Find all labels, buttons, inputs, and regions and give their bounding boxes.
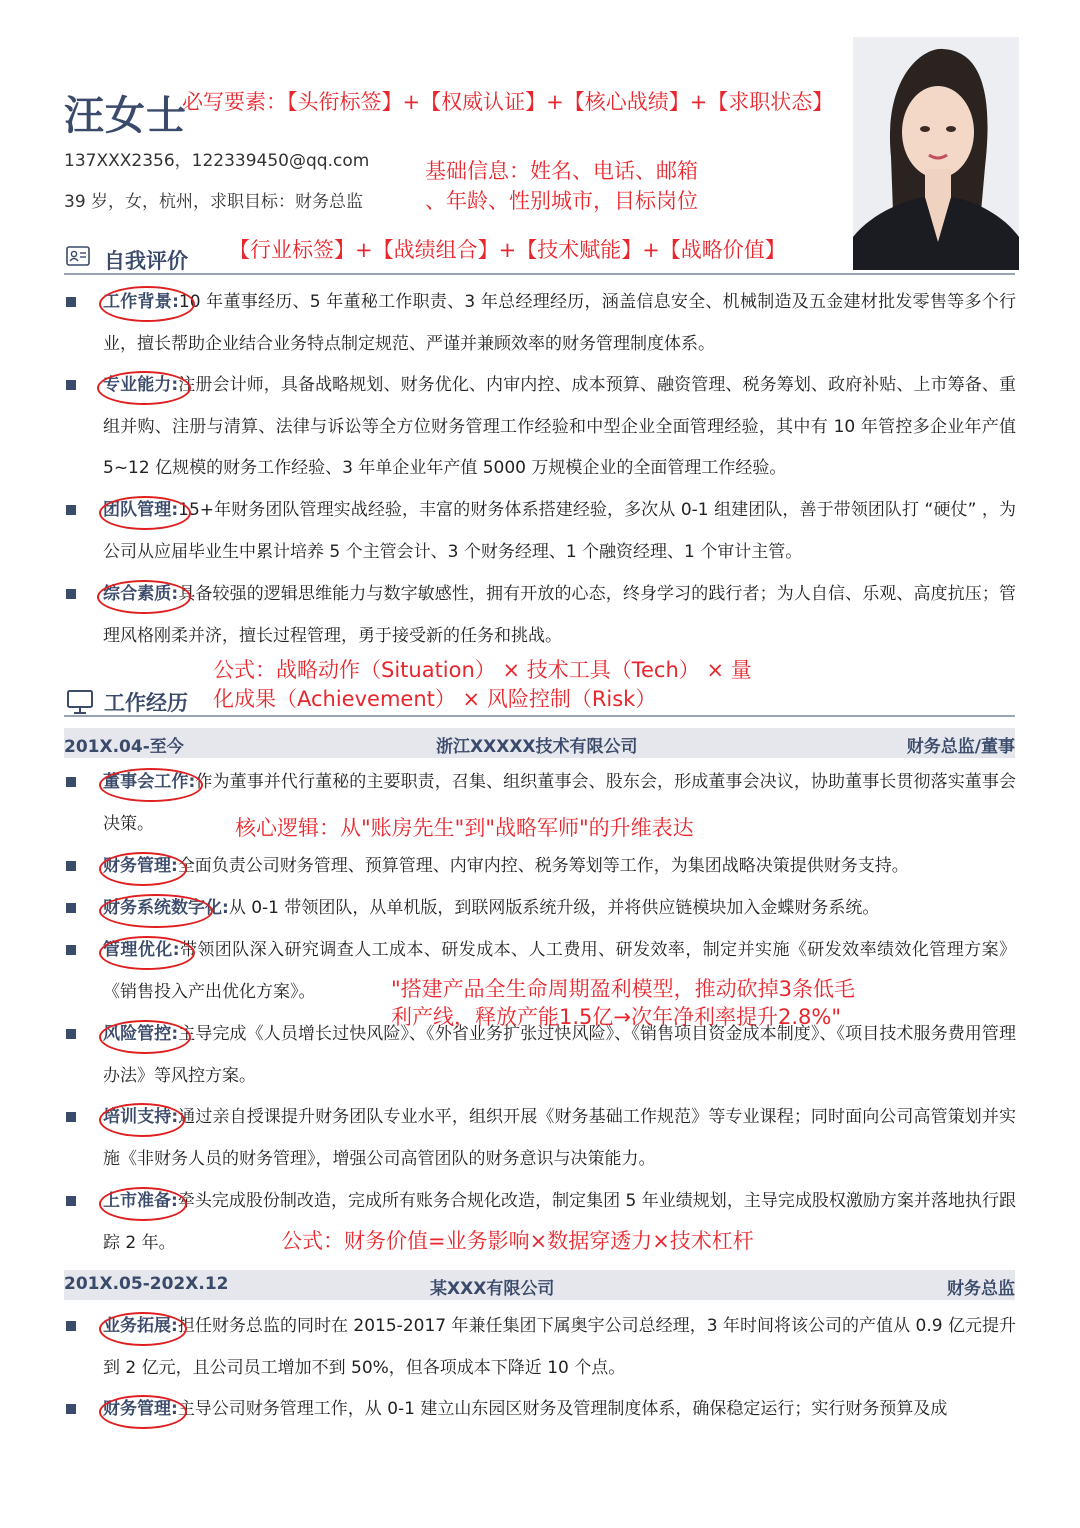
- bullet-icon: [66, 380, 76, 390]
- job-period: 201X.04-至今: [64, 737, 184, 757]
- job-item: 财务管理:全面负责公司财务管理、预算管理、内审内控、税务筹划等工作，为集团战略决策提供财务支持。: [66, 846, 1016, 887]
- job-period: 201X.05-202X.12: [64, 1274, 229, 1294]
- bullet-icon: [66, 1196, 76, 1206]
- profit-model-note-line1: "搭建产品全生命周期盈利模型，推动砍掉3条低毛: [391, 977, 856, 1001]
- self-eval-title: 自我评价: [104, 249, 188, 273]
- job-company: 某XXX有限公司: [430, 1279, 555, 1299]
- self-eval-item: 团队管理:15+年财务团队管理实战经验，丰富的财务体系搭建经验，多次从 0-1 组建团队，善于带领团队打 “硬仗” ，为公司从应届毕业生中累计培养 5 个主管会计、3 个财务经理、1 个融资经理、1 个审计主管。: [66, 490, 1016, 573]
- profile-photo: [853, 37, 1019, 270]
- bullet-icon: [66, 903, 76, 913]
- core-logic-note: 核心逻辑：从"账房先生"到"战略军师"的升维表达: [235, 816, 694, 840]
- work-formula-note-line1: 公式：战略动作（Situation） × 技术工具（Tech） × 量: [213, 658, 752, 682]
- bullet-icon: [66, 945, 76, 955]
- basic-info-note-line2: 、年龄、性别城市，目标岗位: [425, 189, 698, 213]
- job-header-bar: [64, 728, 1015, 758]
- job-item: 培训支持:通过亲自授课提升财务团队专业水平，组织开展《财务基础工作规范》等专业课程；同时面向公司高管策划并实施《非财务人员的财务管理》，增强公司高管团队的财务意识与决策能力。: [66, 1097, 1016, 1180]
- contact-info: 137XXX2356，122339450@qq.com: [64, 151, 370, 171]
- candidate-name: 汪女士: [64, 93, 187, 139]
- portrait-icon: [853, 37, 1019, 270]
- bullet-icon: [66, 861, 76, 871]
- job-header-bar: [64, 1270, 1015, 1300]
- job-item: 财务管理:主导公司财务管理工作，从 0-1 建立山东园区财务及管理制度体系，确保稳定运行；实行财务预算及成: [66, 1389, 1016, 1431]
- bullet-icon: [66, 1404, 76, 1414]
- required-elements-note: 必写要素：【头衔标签】+【权威认证】+【核心战绩】+【求职状态】: [182, 90, 834, 114]
- self-eval-item: 专业能力:注册会计师，具备战略规划、财务优化、内审内控、成本预算、融资管理、税务筹划、政府补贴、上市筹备、重组并购、注册与清算、法律与诉讼等全方位财务管理工作经验和中型企业全面管理经验，其中有 10 年管控多企业年产值 5~12 亿规模的财务工作经验、3 年单企业年产值 5000 万规模企业的全面管理工作经验。: [66, 365, 1016, 489]
- bullet-icon: [66, 1112, 76, 1122]
- job-item: 业务拓展:担任财务总监的同时在 2015-2017 年兼任集团下属奥宇公司总经理，3 年时间将该公司的产值从 0.9 亿元提升到 2 亿元，且公司员工增加不到 50%，但各项成本下降近 10 个点。: [66, 1306, 1016, 1389]
- bullet-icon: [66, 777, 76, 787]
- section-divider: [64, 715, 1015, 717]
- job-item: 财务系统数字化:从 0-1 带领团队，从单机版，到联网版系统升级，并将供应链模块加入金蝶财务系统。: [66, 888, 1016, 929]
- finance-value-formula-note: 公式：财务价值=业务影响×数据穿透力×技术杠杆: [281, 1229, 754, 1253]
- job-item: 上市准备:牵头完成股份制改造，完成所有账务合规化改造，制定集团 5 年业绩规划，主导完成股权激励方案并落地执行跟踪 2 年。: [66, 1181, 1016, 1264]
- job-item: 董事会工作:作为董事并代行董秘的主要职责，召集、组织董事会、股东会，形成董事会决议，协助董事长贯彻落实董事会决策。: [66, 762, 1016, 845]
- work-title: 工作经历: [104, 691, 188, 715]
- id-card-icon: [66, 246, 90, 266]
- job-company: 浙江XXXXX技术有限公司: [436, 737, 638, 757]
- bullet-icon: [66, 1321, 76, 1331]
- self-eval-item: 综合素质:具备较强的逻辑思维能力与数字敏感性，拥有开放的心态，终身学习的践行者；为人自信、乐观、高度抗压；管理风格刚柔并济，擅长过程管理，勇于接受新的任务和挑战。: [66, 574, 1016, 657]
- self-eval-formula-note: 【行业标签】+【战绩组合】+【技术赋能】+【战略价值】: [229, 238, 786, 262]
- self-eval-item: 工作背景:10 年董事经历、5 年董秘工作职责、3 年总经理经历，涵盖信息安全、机械制造及五金建材批发零售等多个行业，擅长帮助企业结合业务特点制定规范、严谨并兼顾效率的财务管理制度体系。: [66, 282, 1016, 365]
- section-divider: [64, 273, 1015, 275]
- monitor-icon: [66, 689, 94, 715]
- bullet-icon: [66, 505, 76, 515]
- personal-info: 39 岁，女，杭州，求职目标：财务总监: [64, 192, 364, 212]
- bullet-icon: [66, 297, 76, 307]
- job-role: 财务总监/董事: [906, 737, 1015, 757]
- job-item: 管理优化:带领团队深入研究调查人工成本、研发成本、人工费用、研发效率，制定并实施《研发效率绩效化管理方案》《销售投入产出优化方案》。: [66, 930, 1016, 1013]
- profit-model-note-line2: 利产线，释放产能1.5亿→次年净利率提升2.8%": [391, 1005, 842, 1029]
- work-formula-note-line2: 化成果（Achievement） × 风险控制（Risk）: [213, 687, 657, 711]
- basic-info-note-line1: 基础信息：姓名、电话、邮箱: [425, 159, 698, 183]
- job-role: 财务总监: [947, 1279, 1015, 1299]
- bullet-icon: [66, 589, 76, 599]
- job-item: 风险管控:主导完成《人员增长过快风险》、《外省业务扩张过快风险》、《销售项目资金成本制度》、《项目技术服务费用管理办法》等风控方案。: [66, 1014, 1016, 1097]
- bullet-icon: [66, 1029, 76, 1039]
